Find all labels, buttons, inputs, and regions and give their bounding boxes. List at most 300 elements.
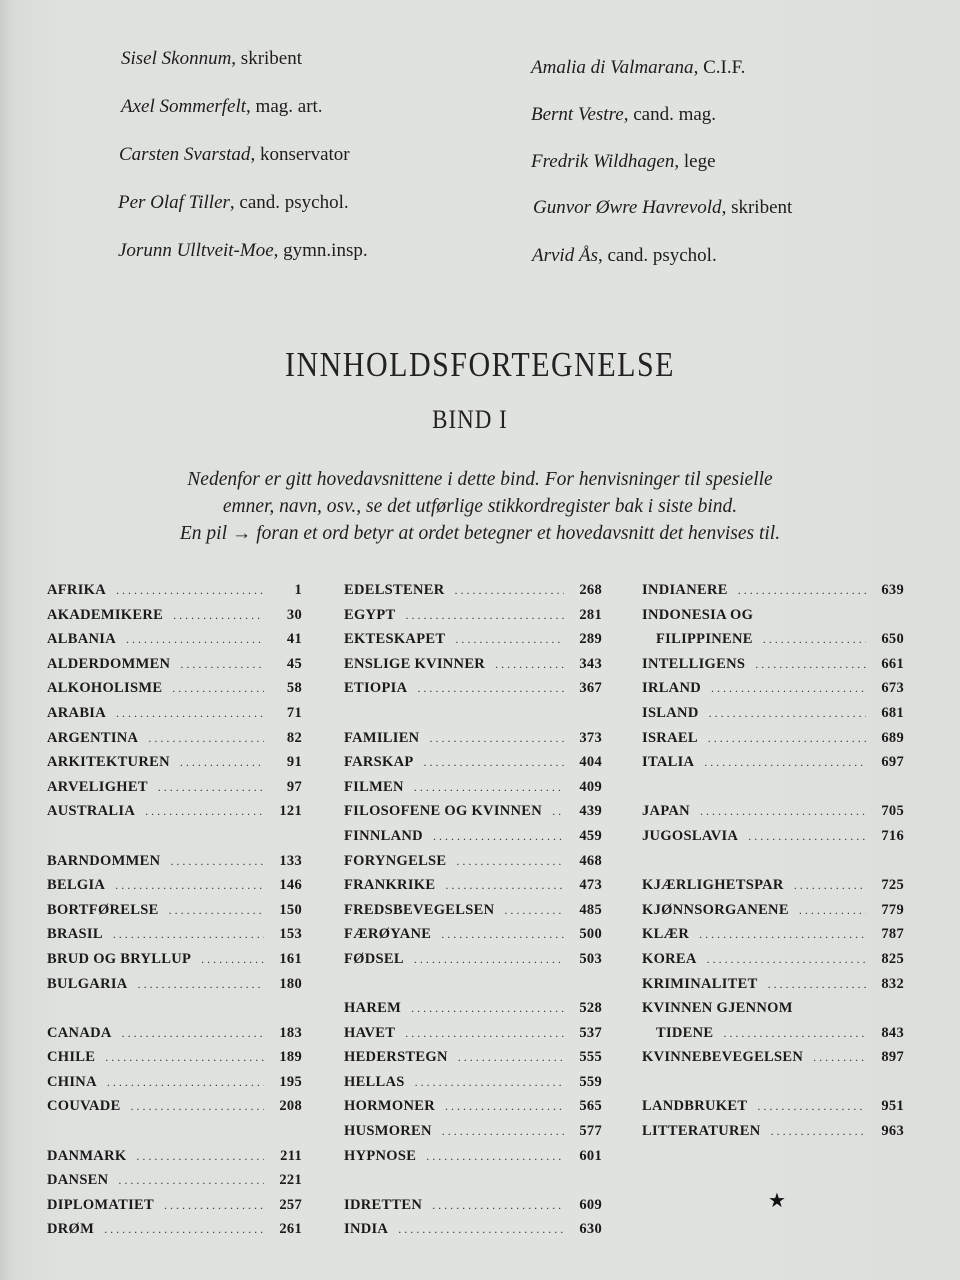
toc-entry-page: 189 — [279, 1049, 302, 1066]
toc-entry — [47, 680, 302, 705]
toc-entry-page: 716 — [881, 827, 904, 844]
toc-entry-page: 843 — [881, 1024, 904, 1041]
toc-column-2 — [344, 582, 602, 1246]
toc-entry-page: 503 — [579, 950, 602, 967]
toc-entry-label: ENSLIGE KVINNER — [344, 655, 486, 672]
toc-entry-label: FRANKRIKE — [344, 877, 436, 894]
toc-entry — [47, 1074, 302, 1099]
toc-entry-label: JUGOSLAVIA — [642, 827, 739, 844]
contributor-title: cand. mag. — [633, 104, 717, 125]
dot-leader — [708, 731, 866, 746]
toc-entry-label: KLÆR — [642, 926, 690, 943]
toc-entry-page: 661 — [881, 655, 904, 672]
toc-entry-label: AUSTRALIA — [47, 803, 136, 820]
contributor-title: gymn.insp. — [283, 240, 368, 261]
toc-entry-page: 195 — [279, 1073, 302, 1090]
toc-entry — [344, 607, 602, 632]
toc-entry-label: FARSKAP — [344, 754, 414, 771]
toc-entry-page: 404 — [579, 754, 602, 771]
toc-entry-page: 261 — [279, 1221, 302, 1238]
toc-entry — [47, 1172, 302, 1197]
dot-leader — [768, 977, 866, 992]
contributor: Axel Sommerfelt, mag. art. — [121, 96, 323, 117]
contributor: Amalia di Valmarana, C.I.F. — [531, 57, 746, 78]
toc-entry-page: 150 — [279, 901, 302, 918]
toc-entry-page: 409 — [579, 778, 602, 795]
toc-entry — [344, 1123, 602, 1148]
dot-leader — [116, 583, 264, 598]
dot-leader — [158, 780, 264, 795]
toc-entry-page: 161 — [279, 950, 302, 967]
dot-leader — [172, 681, 264, 696]
toc-entry — [642, 730, 904, 755]
section-gap — [47, 1123, 302, 1148]
dot-leader — [429, 731, 564, 746]
dot-leader — [723, 1026, 866, 1041]
toc-entry-page: 565 — [579, 1098, 602, 1115]
toc-entry — [47, 951, 302, 976]
toc-entry-page: 577 — [579, 1123, 602, 1140]
toc-entry — [344, 902, 602, 927]
toc-entry-page: 30 — [286, 606, 302, 623]
toc-entry-label: CANADA — [47, 1024, 112, 1041]
toc-entry-page: 343 — [579, 655, 602, 672]
toc-entry — [642, 976, 904, 1001]
toc-entry — [47, 1025, 302, 1050]
toc-entry-page: 1 — [294, 582, 302, 598]
toc-entry-page: 367 — [579, 680, 602, 697]
toc-entry — [344, 828, 602, 853]
dot-leader — [442, 1124, 564, 1139]
dot-leader — [699, 927, 866, 942]
toc-entry — [642, 631, 904, 656]
toc-entry — [47, 1148, 302, 1173]
dot-leader — [552, 804, 564, 819]
toc-entry-page: 82 — [286, 729, 302, 746]
contributor-name: Fredrik Wildhagen — [531, 151, 675, 172]
dot-leader — [164, 1198, 264, 1213]
toc-entry-page: 689 — [881, 729, 904, 746]
toc-entry-label: HAVET — [344, 1024, 396, 1041]
dot-leader — [107, 1075, 264, 1090]
contributor: Gunvor Øwre Havrevold, skribent — [533, 197, 793, 218]
toc-entry-label: EDELSTENER — [344, 582, 445, 598]
toc-entry — [344, 1049, 602, 1074]
dot-leader — [757, 1099, 866, 1114]
toc-entry-label: ETIOPIA — [344, 680, 408, 697]
contributor-name: Gunvor Øwre Havrevold — [533, 197, 722, 218]
toc-entry-label: LANDBRUKET — [642, 1098, 748, 1115]
toc-entry-page: 725 — [881, 877, 904, 894]
toc-entry — [47, 877, 302, 902]
toc-entry-label: ARGENTINA — [47, 729, 139, 746]
toc-entry — [642, 877, 904, 902]
toc-entry-label: FILMEN — [344, 778, 404, 795]
toc-entry-page: 609 — [579, 1196, 602, 1213]
dot-leader — [398, 1222, 564, 1237]
toc-entry-label: CHILE — [47, 1049, 96, 1066]
section-gap — [47, 1000, 302, 1025]
toc-entry — [344, 1148, 602, 1173]
dot-leader — [138, 977, 264, 992]
toc-entry — [47, 705, 302, 730]
toc-entry-page: 673 — [881, 680, 904, 697]
toc-entry-label: KVINNEBEVEGELSEN — [642, 1049, 804, 1066]
toc-entry-page: 473 — [579, 877, 602, 894]
section-gap — [47, 828, 302, 853]
dot-leader — [707, 952, 866, 967]
contributor-title: skribent — [240, 48, 303, 69]
dot-leader — [411, 1001, 564, 1016]
contributor: Carsten Svarstad, konservator — [119, 144, 350, 165]
toc-entry — [344, 853, 602, 878]
toc-entry-page: 97 — [286, 778, 302, 795]
section-gap — [642, 1074, 904, 1099]
toc-entry-page: 459 — [579, 827, 602, 844]
toc-entry-label: EGYPT — [344, 606, 396, 623]
contributor: Fredrik Wildhagen, lege — [531, 151, 716, 172]
dot-leader — [426, 1149, 564, 1164]
contributor-name: Amalia di Valmarana — [531, 57, 694, 78]
dot-leader — [104, 1222, 264, 1237]
dot-leader — [709, 706, 866, 721]
toc-entry-page: 180 — [279, 975, 302, 992]
toc-entry — [344, 1197, 602, 1222]
contributor-title: lege — [683, 151, 716, 172]
dot-leader — [113, 927, 264, 942]
section-gap — [642, 779, 904, 804]
toc-entry-label: INTELLIGENS — [642, 655, 746, 672]
dot-leader — [458, 1050, 564, 1065]
toc-entry-page: 639 — [881, 582, 904, 598]
toc-entry-page: 779 — [881, 901, 904, 918]
contributor-name: Per Olaf Tiller — [118, 192, 230, 213]
toc-entry-label: INDIA — [344, 1221, 389, 1238]
toc-entry — [47, 976, 302, 1001]
toc-entry-label: KJØNNSORGANENE — [642, 901, 789, 918]
toc-entry-page: 221 — [279, 1172, 302, 1189]
contributor-name: Sisel Skonnum — [121, 48, 232, 69]
toc-entry — [344, 803, 602, 828]
dot-leader — [771, 1124, 866, 1139]
toc-entry-page: 787 — [881, 926, 904, 943]
toc-entry — [344, 1074, 602, 1099]
toc-entry-label: CHINA — [47, 1073, 97, 1090]
toc-entry-label: HAREM — [344, 1000, 402, 1017]
toc-entry-page: 373 — [579, 729, 602, 746]
toc-entry-page: 963 — [881, 1123, 904, 1140]
toc-entry — [344, 754, 602, 779]
dot-leader — [748, 829, 866, 844]
toc-entry-label: ALKOHOLISME — [47, 680, 163, 697]
dot-leader — [126, 632, 264, 647]
toc-entry-page: 211 — [280, 1147, 302, 1164]
toc-entry — [642, 754, 904, 779]
toc-entry-label: IDRETTEN — [344, 1196, 423, 1213]
toc-entry — [344, 1025, 602, 1050]
star-ornament-icon: ★ — [768, 1190, 786, 1212]
toc-entry-label: HYPNOSE — [344, 1147, 417, 1164]
contributor-title: mag. art. — [255, 96, 323, 117]
volume-subtitle: BIND I — [432, 405, 508, 434]
dot-leader — [455, 632, 564, 647]
dot-leader — [799, 903, 866, 918]
dot-leader — [455, 583, 564, 598]
toc-entry-label: HELLAS — [344, 1073, 405, 1090]
toc-entry — [344, 1000, 602, 1025]
toc-entry-label: BULGARIA — [47, 975, 128, 992]
toc-entry-label: INDONESIA OG — [642, 606, 754, 623]
toc-entry-label: DANSEN — [47, 1172, 109, 1189]
contributor: Sisel Skonnum, skribent — [121, 48, 303, 69]
toc-entry-label: ISLAND — [642, 704, 699, 721]
toc-entry — [47, 607, 302, 632]
dot-leader — [755, 657, 866, 672]
toc-entry — [642, 828, 904, 853]
contributor-title: C.I.F. — [703, 57, 746, 78]
toc-entry-label: INDIANERE — [642, 582, 728, 598]
toc-entry — [642, 1123, 904, 1148]
toc-entry-page: 500 — [579, 926, 602, 943]
toc-entry-label: FAMILIEN — [344, 729, 420, 746]
toc-entry — [642, 607, 904, 632]
toc-entry-label: ISRAEL — [642, 729, 698, 746]
toc-entry-label: ARABIA — [47, 704, 106, 721]
dot-leader — [116, 706, 264, 721]
toc-entry-label: COUVADE — [47, 1098, 121, 1115]
toc-entry-page: 121 — [279, 803, 302, 820]
toc-entry-label: FINNLAND — [344, 827, 423, 844]
toc-entry — [344, 951, 602, 976]
toc-entry — [642, 1000, 904, 1025]
toc-entry-label: BRASIL — [47, 926, 103, 943]
toc-entry-page: 439 — [579, 803, 602, 820]
toc-entry-label: KOREA — [642, 950, 697, 967]
toc-entry — [642, 1025, 904, 1050]
toc-entry — [47, 754, 302, 779]
toc-entry-page: 71 — [286, 704, 302, 721]
dot-leader — [504, 903, 564, 918]
dot-leader — [424, 755, 565, 770]
toc-entry-label: HUSMOREN — [344, 1123, 432, 1140]
contributor-title: cand. psychol. — [607, 245, 717, 266]
section-gap — [344, 1172, 602, 1197]
toc-entry — [344, 680, 602, 705]
dot-leader — [169, 903, 264, 918]
toc-entry — [47, 631, 302, 656]
toc-entry-page: 897 — [881, 1049, 904, 1066]
toc-entry-label: FILOSOFENE OG KVINNEN — [344, 803, 543, 820]
toc-entry-label: BRUD OG BRYLLUP — [47, 950, 192, 967]
toc-entry-label: ITALIA — [642, 754, 695, 771]
toc-entry-page: 705 — [881, 803, 904, 820]
section-gap — [344, 705, 602, 730]
toc-entry-page: 528 — [579, 1000, 602, 1017]
toc-entry — [642, 951, 904, 976]
toc-entry-page: 281 — [579, 606, 602, 623]
toc-entry-label: AKADEMIKERE — [47, 606, 164, 623]
dot-leader — [445, 1099, 564, 1114]
toc-entry — [642, 902, 904, 927]
toc-entry-label: DANMARK — [47, 1147, 127, 1164]
toc-entry — [344, 877, 602, 902]
contributor: Jorunn Ulltveit-Moe, gymn.insp. — [118, 240, 368, 261]
toc-entry — [344, 1221, 602, 1246]
toc-entry — [642, 582, 904, 607]
toc-entry-label: LITTERATUREN — [642, 1123, 761, 1140]
dot-leader — [115, 878, 264, 893]
toc-entry-label: DRØM — [47, 1221, 95, 1238]
toc-entry-page: 601 — [579, 1147, 602, 1164]
toc-entry — [642, 705, 904, 730]
toc-entry-page: 697 — [881, 754, 904, 771]
toc-entry-label: BELGIA — [47, 877, 106, 894]
toc-entry-page: 146 — [279, 877, 302, 894]
dot-leader — [763, 632, 866, 647]
toc-entry-label: FILIPPINENE — [656, 631, 753, 648]
contributor-name: Bernt Vestre — [531, 104, 624, 125]
toc-entry-page: 832 — [881, 975, 904, 992]
toc-entry-page: 468 — [579, 852, 602, 869]
toc-column-1 — [47, 582, 302, 1246]
toc-entry — [47, 656, 302, 681]
toc-entry — [47, 1221, 302, 1246]
intro-paragraph — [80, 466, 880, 547]
dot-leader — [445, 878, 564, 893]
dot-leader — [700, 804, 866, 819]
toc-entry-label: HORMONER — [344, 1098, 436, 1115]
dot-leader — [414, 780, 564, 795]
toc-entry — [344, 926, 602, 951]
toc-entry-label: FØDSEL — [344, 950, 404, 967]
toc-entry — [344, 730, 602, 755]
toc-entry — [47, 853, 302, 878]
toc-entry — [47, 803, 302, 828]
toc-entry-label: KVINNEN GJENNOM — [642, 1000, 793, 1017]
toc-entry-page: 58 — [286, 680, 302, 697]
toc-entry — [47, 582, 302, 607]
dot-leader — [131, 1099, 264, 1114]
toc-entry-page: 268 — [579, 582, 602, 598]
toc-entry — [47, 1049, 302, 1074]
toc-entry — [47, 1098, 302, 1123]
toc-entry-label: FÆRØYANE — [344, 926, 432, 943]
contributor: Arvid Ås, cand. psychol. — [532, 245, 717, 266]
toc-entry — [47, 1197, 302, 1222]
dot-leader — [433, 829, 564, 844]
toc-entry-page: 650 — [881, 631, 904, 648]
toc-entry — [47, 902, 302, 927]
toc-entry-label: BORTFØRELSE — [47, 901, 159, 918]
toc-column-3 — [642, 582, 904, 1148]
contributor-title: skribent — [731, 197, 793, 218]
dot-leader — [180, 657, 264, 672]
toc-entry-label: ALBANIA — [47, 631, 116, 648]
toc-entry-page: 630 — [579, 1221, 602, 1238]
toc-entry-label: JAPAN — [642, 803, 690, 820]
dot-leader — [145, 804, 264, 819]
dot-leader — [456, 854, 564, 869]
toc-entry-page: 257 — [279, 1196, 302, 1213]
toc-entry-label: FREDSBEVEGELSEN — [344, 901, 495, 918]
dot-leader — [118, 1173, 264, 1188]
toc-entry — [642, 926, 904, 951]
toc-entry — [47, 730, 302, 755]
dot-leader — [432, 1198, 564, 1213]
toc-entry-page: 485 — [579, 901, 602, 918]
dot-leader — [148, 731, 264, 746]
dot-leader — [405, 608, 564, 623]
toc-entry-label: AFRIKA — [47, 582, 106, 598]
toc-entry-label: HEDERSTEGN — [344, 1049, 448, 1066]
toc-entry — [642, 1049, 904, 1074]
toc-entry-label: EKTESKAPET — [344, 631, 446, 648]
toc-entry-label: DIPLOMATIET — [47, 1196, 154, 1213]
dot-leader — [201, 952, 264, 967]
dot-leader — [441, 927, 564, 942]
contributor-title: konservator — [259, 144, 350, 165]
toc-entry-page: 45 — [286, 655, 302, 672]
toc-entry-page: 951 — [881, 1098, 904, 1115]
toc-entry — [642, 680, 904, 705]
dot-leader — [180, 755, 264, 770]
toc-entry — [344, 1098, 602, 1123]
toc-entry-page: 289 — [579, 631, 602, 648]
contributor: Per Olaf Tiller, cand. psychol. — [118, 192, 349, 213]
page-title: INNHOLDSFORTEGNELSE — [284, 346, 676, 384]
toc-entry — [344, 656, 602, 681]
toc-entry-page: 681 — [881, 704, 904, 721]
dot-leader — [711, 681, 866, 696]
toc-entry-page: 133 — [279, 852, 302, 869]
toc-entry-label: BARNDOMMEN — [47, 852, 161, 869]
toc-entry — [642, 1098, 904, 1123]
dot-leader — [495, 657, 564, 672]
toc-entry-page: 183 — [279, 1024, 302, 1041]
dot-leader — [405, 1026, 564, 1041]
dot-leader — [794, 878, 866, 893]
toc-entry — [47, 779, 302, 804]
toc-entry-label: ARKITEKTUREN — [47, 754, 170, 771]
dot-leader — [813, 1050, 866, 1065]
dot-leader — [122, 1026, 264, 1041]
dot-leader — [136, 1149, 264, 1164]
dot-leader — [415, 1075, 564, 1090]
dot-leader — [170, 854, 264, 869]
dot-leader — [704, 755, 866, 770]
contributor-name: Jorunn Ulltveit-Moe — [118, 240, 274, 261]
toc-entry — [47, 926, 302, 951]
toc-entry — [344, 631, 602, 656]
toc-entry — [642, 656, 904, 681]
dot-leader — [105, 1050, 264, 1065]
toc-entry-page: 559 — [579, 1073, 602, 1090]
dot-leader — [173, 608, 264, 623]
toc-entry-label: KRIMINALITET — [642, 975, 758, 992]
toc-entry-page: 825 — [881, 950, 904, 967]
toc-entry — [344, 582, 602, 607]
toc-entry-label: TIDENE — [656, 1024, 714, 1041]
toc-entry-label: KJÆRLIGHETSPAR — [642, 877, 784, 894]
toc-entry-page: 537 — [579, 1024, 602, 1041]
toc-entry-label: ALDERDOMMEN — [47, 655, 171, 672]
toc-entry — [344, 779, 602, 804]
intro-line: Nedenfor er gitt hovedavsnittene i dette bind. For henvisninger til spesielle — [187, 469, 773, 490]
dot-leader — [417, 681, 564, 696]
toc-entry-page: 41 — [286, 631, 302, 648]
toc-entry-label: ARVELIGHET — [47, 778, 148, 795]
intro-line: En pil → foran et ord betyr at ordet betegner et hovedavsnitt det henvises til. — [179, 523, 781, 544]
